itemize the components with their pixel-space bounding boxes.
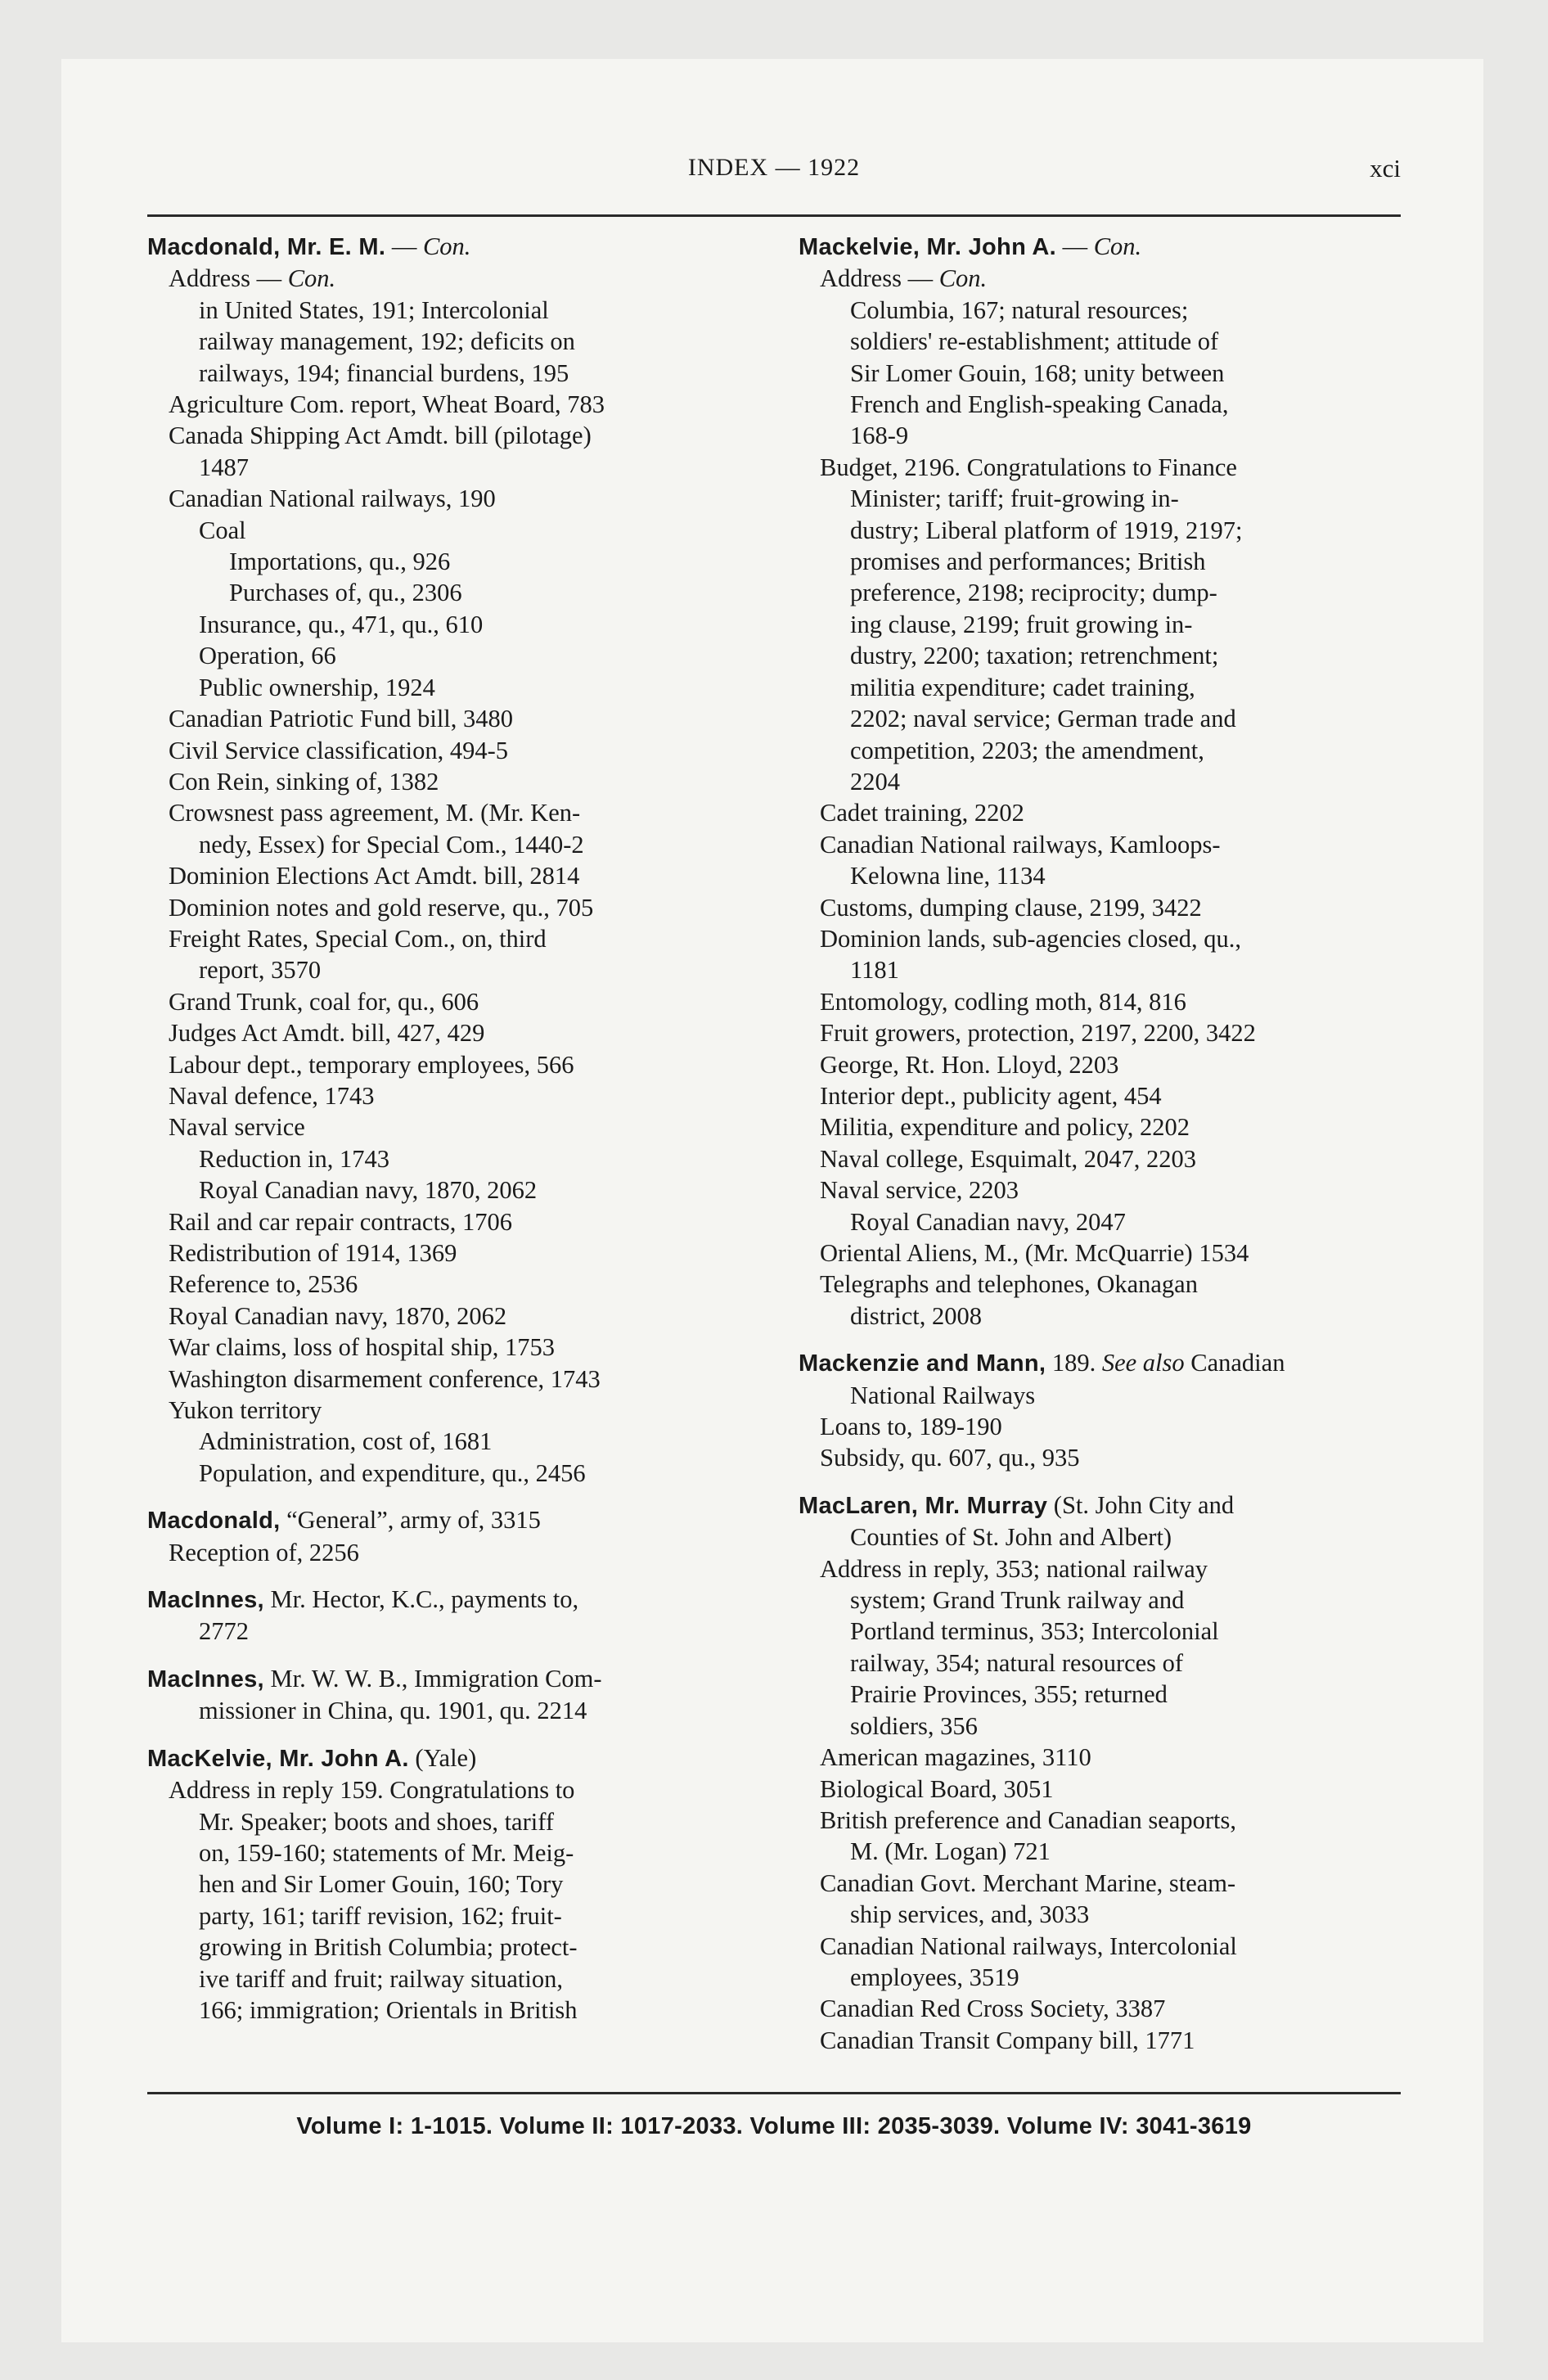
footer-rule [147,2092,1401,2094]
entry-subline [147,1806,763,1837]
entry-text: War claims, loss of hospital ship, 1753 [169,1333,555,1362]
entry-subline [799,1080,1401,1111]
entry-subline [799,1711,1401,1742]
entry-heading-line [799,1490,1401,1521]
volume-footer: Volume I: 1-1015. Volume II: 1017-2033. Volume III: 2035-3039. Volume IV: 3041-3619 [296,2113,1252,2139]
entry-text: nedy, Essex) for Special Com., 1440-2 [199,830,584,859]
entry-text: Biological Board, 3051 [820,1774,1054,1803]
entry-subline [147,609,763,640]
entry-text: system; Grand Trunk railway and [850,1586,1185,1615]
entry-text: Redistribution of 1914, 1369 [169,1239,457,1267]
entry-text: promises and performances; British [850,548,1206,576]
entry-text: Canadian Govt. Merchant Marine, steam- [820,1868,1236,1897]
entry-subline [799,1553,1401,1584]
entry-subline [147,452,763,483]
entry-subline [799,1206,1401,1237]
entry-subline [799,1616,1401,1647]
entry-text: Counties of St. John and Albert) [850,1523,1172,1552]
entry-subline [799,1237,1401,1269]
entry-text: Oriental Aliens, M., (Mr. McQuarrie) 1534 [820,1239,1249,1267]
entry-subline [147,1143,763,1174]
entry-text: Dominion lands, sub-agencies closed, qu., [820,924,1242,953]
entry-text: militia expenditure; cadet training, [850,673,1195,701]
entry-text: Population, and expenditure, qu., 2456 [199,1458,586,1487]
entry-subline [147,735,763,766]
entry-subline [147,1174,763,1206]
index-entry [799,231,1401,1332]
entry-text: American magazines, 3110 [820,1743,1091,1772]
entry-text: Washington disarmement conference, 1743 [169,1364,601,1393]
entry-subline [147,577,763,608]
entry-text: Interior dept., publicity agent, 454 [820,1081,1162,1110]
entry-subline [147,1837,763,1868]
entry-text: report, 3570 [199,956,322,985]
entry-text: Purchases of, qu., 2306 [229,579,462,607]
entry-subline [799,389,1401,420]
right-column [799,231,1401,2056]
entry-subline [799,766,1401,797]
entry-name: MacInnes, [147,1666,264,1693]
entry-heading-line [147,1742,763,1774]
entry-text: Canadian National railways, Intercolonial [820,1931,1237,1960]
entry-text: employees, 3519 [850,1963,1019,1991]
entry-text: Canadian National railways, 190 [169,485,496,513]
entry-text: French and English-speaking Canada, [850,390,1229,419]
entry-text: Agriculture Com. report, Wheat Board, 783 [169,390,605,419]
entry-subline [799,735,1401,766]
entry-subline [147,954,763,985]
entry-subline [799,703,1401,734]
entry-subline [799,829,1401,860]
entry-name: Macdonald, [147,1508,281,1535]
entry-subline [147,672,763,703]
entry-subline [799,1017,1401,1048]
entry-text: “General”, army of, 3315 [280,1506,541,1535]
entry-subline [147,1963,763,1995]
entry-subline [147,326,763,357]
entry-subline [799,1300,1401,1332]
entry-subline [799,609,1401,640]
entry-subline [147,1237,763,1269]
entry-text: Naval service, 2203 [820,1176,1019,1205]
entry-subline [147,515,763,546]
index-entry [799,1347,1401,1474]
entry-subline [799,420,1401,451]
entry-text: Royal Canadian navy, 2047 [850,1207,1126,1236]
entry-text: Yukon territory [169,1396,322,1425]
entry-text: Portland terminus, 353; Intercolonial [850,1617,1219,1646]
entry-text: ship services, and, 3033 [850,1900,1090,1929]
entry-text: 166; immigration; Orientals in British [199,1995,578,2024]
entry-subline [147,1695,763,1726]
entry-subline [147,829,763,860]
separator: — [385,232,423,260]
index-entry [147,1504,763,1568]
index-entry [147,1584,763,1648]
entry-subline [799,892,1401,923]
entry-text: Dominion notes and gold reserve, qu., 705 [169,893,594,922]
entry-text: Public ownership, 1924 [199,673,435,701]
entry-text: (St. John City and [1047,1490,1235,1519]
entry-subline [799,515,1401,546]
entry-text: Budget, 2196. Congratulations to Finance [820,453,1237,481]
entry-text: Insurance, qu., 471, qu., 610 [199,610,484,638]
entry-subline [147,1269,763,1300]
entry-subline [147,263,763,294]
entry-subline [799,1111,1401,1143]
entry-subline [147,1300,763,1332]
entry-heading-line [799,231,1401,263]
entry-subline [147,1537,763,1568]
entry-subline [799,986,1401,1017]
entry-subline [147,892,763,923]
running-title: INDEX — 1922 [687,154,861,181]
entry-text: ive tariff and fruit; railway situation, [199,1964,563,1993]
entry-text: Sir Lomer Gouin, 168; unity between [850,358,1225,387]
entry-text: ing clause, 2199; fruit growing in- [850,610,1193,638]
entry-subline [799,1380,1401,1411]
entry-subline [147,1426,763,1457]
entry-subline [147,860,763,891]
entry-subline [147,1080,763,1111]
entry-subline [147,1111,763,1143]
entry-subline [147,1995,763,2026]
entry-subline [147,640,763,671]
entry-subline [147,483,763,514]
entry-text: growing in British Columbia; protect- [199,1933,578,1962]
entry-text: Labour dept., temporary employees, 566 [169,1050,574,1079]
entry-text: Canadian Red Cross Society, 3387 [820,1995,1166,2023]
entry-subline [799,1805,1401,1836]
entry-text: Customs, dumping clause, 2199, 3422 [820,893,1202,922]
entry-subline [799,263,1401,294]
entry-text: Address in reply 159. Congratulations to [169,1776,575,1805]
entry-text: Grand Trunk, coal for, qu., 606 [169,987,479,1016]
entry-subline [799,1742,1401,1773]
entry-text: on, 159-160; statements of Mr. Meig- [199,1838,574,1867]
entry-text: Importations, qu., 926 [229,548,451,576]
italic-text: Con. [938,264,988,293]
entry-subline [147,358,763,389]
entry-subline [799,2025,1401,2056]
entry-text: Con Rein, sinking of, 1382 [169,767,439,796]
entry-text: Kelowna line, 1134 [850,862,1046,890]
entry-text: Reference to, 2536 [169,1270,358,1299]
index-entry [799,1490,1401,2056]
entry-subline [799,1899,1401,1930]
entry-subline [799,577,1401,608]
entry-subline [147,1364,763,1395]
entry-text: Operation, 66 [199,642,336,670]
entry-subline [147,1774,763,1805]
entry-text: 2202; naval service; German trade and [850,705,1236,733]
index-entry [147,231,763,1489]
entry-text: 2204 [850,767,900,796]
entry-heading-line [147,1584,763,1616]
entry-text: 2772 [199,1617,249,1646]
entry-subline [799,1931,1401,1962]
entry-text: railway, 354; natural resources of [850,1648,1184,1677]
entry-heading-line [147,1504,763,1536]
entry-text: Canadian Transit Company bill, 1771 [820,2026,1195,2054]
entry-subline [147,546,763,577]
entry-text: missioner in China, qu. 1901, qu. 2214 [199,1697,587,1725]
entry-text: Cadet training, 2202 [820,799,1024,827]
entry-text: Royal Canadian navy, 1870, 2062 [169,1301,507,1330]
entry-subline [147,766,763,797]
entry-text: Minister; tariff; fruit-growing in- [850,485,1179,513]
entry-text: Mr. W. W. B., Immigration Com- [263,1664,602,1693]
entry-subline [147,1395,763,1426]
entry-subline [799,672,1401,703]
entry-text: Address — [820,264,939,293]
entry-subline [147,923,763,954]
entry-subline [147,986,763,1017]
entry-name: MacKelvie, Mr. John A. [147,1745,409,1772]
italic-text: Con. [287,264,336,293]
entry-text: Fruit growers, protection, 2197, 2200, 3422 [820,1019,1256,1048]
entry-subline [799,1521,1401,1553]
entry-text: (Yale) [408,1743,477,1772]
entry-text: Crowsnest pass agreement, M. (Mr. Ken- [169,799,581,827]
entry-text: Mr. Hector, K.C., payments to, [263,1585,579,1614]
entry-subline [799,546,1401,577]
entry-text: Coal [199,516,246,544]
entry-subline [147,1206,763,1237]
entry-text: Columbia, 167; natural resources; [850,295,1189,324]
entry-text: railway management, 192; deficits on [199,327,575,356]
index-entry [147,1742,763,2026]
entry-subline [147,1900,763,1931]
entry-name: Macdonald, Mr. E. M. [147,234,386,260]
entry-text: Subsidy, qu. 607, qu., 935 [820,1444,1080,1472]
entry-subline [799,1836,1401,1867]
entry-subline [147,1017,763,1048]
entry-text: hen and Sir Lomer Gouin, 160; Tory [199,1870,564,1899]
separator: — [1055,232,1094,260]
entry-name: Mackelvie, Mr. John A. [799,234,1056,260]
entry-subline [799,1648,1401,1679]
entry-text: soldiers, 356 [850,1711,978,1740]
entry-text: district, 2008 [850,1301,982,1330]
entry-text: National Railways [850,1381,1036,1409]
entry-text: George, Rt. Hon. Lloyd, 2203 [820,1050,1119,1079]
entry-subline [799,923,1401,954]
entry-subline [147,1931,763,1963]
italic-text: Con. [1093,232,1142,260]
entry-subline [799,954,1401,985]
entry-subline [799,1269,1401,1300]
entry-text: Freight Rates, Special Com., on, third [169,924,547,953]
page-header [147,88,1401,211]
entry-text: Telegraphs and telephones, Okanagan [820,1270,1198,1299]
entry-text: Canadian Patriotic Fund bill, 3480 [169,705,514,733]
entry-subline [799,1143,1401,1174]
entry-name: MacLaren, Mr. Murray [799,1492,1048,1519]
entry-subline [147,295,763,326]
italic-text: Con. [422,232,471,260]
entry-text: competition, 2203; the amendment, [850,736,1204,764]
entry-text: Entomology, codling moth, 814, 816 [820,987,1186,1016]
entry-subline [799,1679,1401,1710]
entry-heading-line [147,231,763,263]
entry-subline [799,358,1401,389]
entry-text: Canada Shipping Act Amdt. bill (pilotage) [169,421,592,450]
entry-text: 1487 [199,453,249,481]
entry-subline [799,326,1401,357]
entry-subline [799,452,1401,483]
entry-subline [147,1616,763,1647]
entry-subline [799,1584,1401,1616]
header-rule [147,214,1401,217]
entry-text: Judges Act Amdt. bill, 427, 429 [169,1019,485,1048]
entry-subline [799,295,1401,326]
page-number: xci [1370,154,1401,183]
entry-text: Address in reply, 353; national railway [820,1554,1208,1583]
entry-subline [147,1049,763,1080]
entry-subline [799,1442,1401,1473]
entry-text: Dominion Elections Act Amdt. bill, 2814 [169,862,580,890]
entry-text: Naval defence, 1743 [169,1081,375,1110]
left-column [147,231,763,2026]
entry-subline [799,483,1401,514]
entry-text: soldiers' re-establishment; attitude of [850,327,1219,356]
entry-subline [147,1868,763,1900]
entry-text: Militia, expenditure and policy, 2202 [820,1113,1190,1142]
entry-text: preference, 2198; reciprocity; dump- [850,579,1217,607]
index-entry [147,1663,763,1727]
entry-text: Naval college, Esquimalt, 2047, 2203 [820,1144,1196,1173]
entry-text: in United States, 191; Intercolonial [199,295,549,324]
entry-text: Naval service [169,1113,305,1142]
entry-subline [799,1774,1401,1805]
entry-text: British preference and Canadian seaports, [820,1805,1236,1834]
entry-subline [147,420,763,451]
entry-subline [799,1411,1401,1442]
entry-subline [799,1049,1401,1080]
entry-subline [799,797,1401,828]
entry-heading-line [147,1663,763,1695]
entry-subline [799,640,1401,671]
entry-subline [147,797,763,828]
entry-subline [799,1868,1401,1899]
entry-subline [147,389,763,420]
entry-text: Administration, cost of, 1681 [199,1427,493,1456]
entry-text: dustry; Liberal platform of 1919, 2197; [850,516,1243,544]
entry-text: 189. [1046,1349,1102,1377]
entry-subline [799,1962,1401,1993]
entry-subline [147,1458,763,1489]
italic-text: See also [1101,1349,1185,1377]
entry-text: Reduction in, 1743 [199,1144,389,1173]
entry-text: Rail and car repair contracts, 1706 [169,1207,513,1236]
entry-subline [147,703,763,734]
entry-text: railways, 194; financial burdens, 195 [199,358,569,387]
entry-text: 1181 [850,956,899,985]
entry-subline [799,860,1401,891]
entry-subline [799,1993,1401,2024]
entry-text: Canadian [1184,1349,1285,1377]
entry-text: Royal Canadian navy, 1870, 2062 [199,1176,538,1205]
entry-text: dustry, 2200; taxation; retrenchment; [850,642,1219,670]
entry-text: Reception of, 2256 [169,1538,359,1566]
entry-text: Prairie Provinces, 355; returned [850,1680,1168,1709]
entry-subline [147,1332,763,1363]
entry-text: Civil Service classification, 494-5 [169,736,509,764]
entry-text: Mr. Speaker; boots and shoes, tariff [199,1807,554,1836]
entry-text: M. (Mr. Logan) 721 [850,1837,1051,1866]
entry-heading-line [799,1347,1401,1379]
entry-name: Mackenzie and Mann, [799,1350,1046,1377]
entry-text: party, 161; tariff revision, 162; fruit- [199,1901,562,1930]
entry-subline [799,1174,1401,1206]
entry-text: 168-9 [850,421,909,450]
entry-text: Loans to, 189-190 [820,1413,1002,1441]
entry-name: MacInnes, [147,1587,264,1614]
entry-text: Address — [169,264,288,293]
entry-text: Canadian National railways, Kamloops- [820,830,1221,859]
